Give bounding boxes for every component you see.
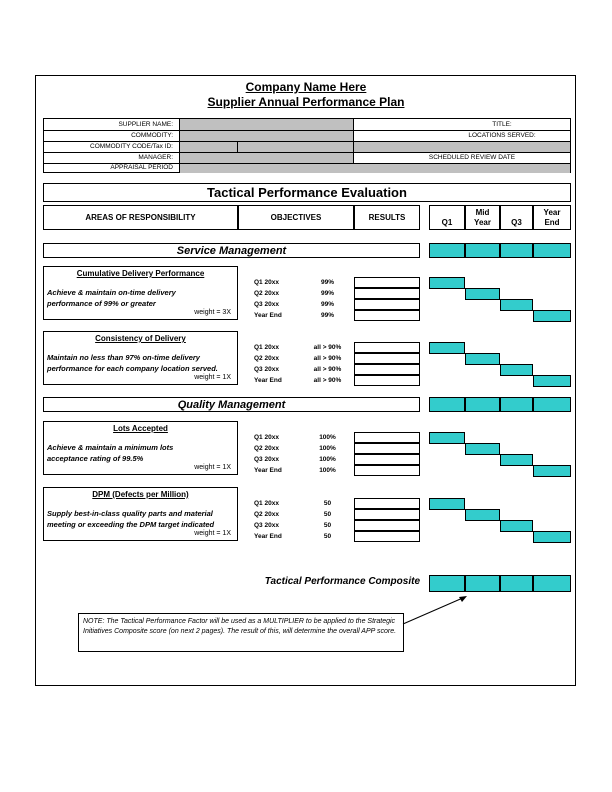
area-description-line: performance for each company location served. (47, 364, 218, 373)
area-box-lots-accepted (43, 421, 238, 475)
area-description (47, 442, 237, 464)
locations-served-label: LOCATIONS SERVED: (468, 132, 536, 139)
area-description-line: acceptance rating of 99.5% (47, 454, 144, 463)
manager-field[interactable] (180, 152, 353, 163)
plan-title: Supplier Annual Performance Plan (207, 95, 405, 109)
composite-label: Tactical Performance Composite (264, 576, 420, 587)
area-description-line: performance of 99% or greater (47, 299, 156, 308)
results-header: RESULTS (354, 205, 420, 230)
company-name: Company Name Here (245, 80, 367, 94)
result-input[interactable] (354, 520, 420, 531)
area-heading: Lots Accepted (113, 424, 168, 433)
area-description (47, 352, 237, 374)
objective-value: 99% (320, 279, 334, 286)
q3-score-cell[interactable] (500, 454, 533, 466)
year-end-score-cell[interactable] (533, 375, 571, 387)
commodity-field[interactable] (180, 130, 353, 141)
manager-label: MANAGER: (138, 154, 173, 161)
area-heading: Consistency of Delivery (95, 334, 186, 343)
objective-value: 99% (320, 290, 334, 297)
period-label: Q1 20xx (254, 500, 279, 507)
divider (44, 152, 570, 153)
area-description-line: meeting or exceeding the DPM target indicated (47, 520, 215, 529)
divider (44, 141, 570, 142)
year-end-header (533, 205, 571, 230)
quality-year-end-cell (533, 397, 571, 412)
appraisal-period-label: APPRAISAL PERIOD (110, 164, 173, 171)
objective-values (300, 498, 355, 542)
result-input[interactable] (354, 465, 420, 476)
objective-value: 99% (320, 312, 334, 319)
areas-header: AREAS OF RESPONSIBILITY (43, 205, 238, 230)
area-description-line: Supply best-in-class quality parts and material (47, 509, 213, 518)
year-end-score-cell[interactable] (533, 531, 571, 543)
service-q1-cell (429, 243, 465, 258)
area-heading: Cumulative Delivery Performance (76, 269, 205, 278)
objective-value: all > 90% (313, 344, 342, 351)
divider (179, 119, 180, 172)
result-input[interactable] (354, 531, 420, 542)
title-label: TITLE: (492, 121, 512, 128)
area-weight: weight = 1X (194, 374, 231, 381)
objective-values (300, 432, 355, 476)
objective-value: 50 (323, 500, 332, 507)
q3-score-cell[interactable] (500, 299, 533, 311)
quality-q1-cell (429, 397, 465, 412)
period-label: Q1 20xx (254, 279, 279, 286)
year-end-score-cell[interactable] (533, 465, 571, 477)
note-box: NOTE: The Tactical Performance Factor will be used as a MULTIPLIER to be applied to the Strategic Initiatives Composite score (on next 2 pages). The result of this, will determine the overall APP score. (78, 613, 404, 652)
q1-header: Q1 (429, 205, 465, 230)
quality-q3-cell (500, 397, 533, 412)
q3-score-cell[interactable] (500, 364, 533, 376)
q1-score-cell[interactable] (429, 432, 465, 444)
objective-value: 100% (319, 434, 336, 441)
service-management-section: Service Management (43, 243, 420, 258)
period-label: Q2 20xx (254, 445, 279, 452)
year-end-score-cell[interactable] (533, 310, 571, 322)
divider (353, 119, 354, 163)
objective-values (300, 277, 355, 321)
objective-value: 100% (319, 456, 336, 463)
supplier-name-field[interactable] (180, 119, 353, 130)
area-description-line: Maintain no less than 97% on-time delivery (47, 353, 200, 362)
divider (44, 163, 570, 164)
objective-value: all > 90% (313, 377, 342, 384)
period-label: Q1 20xx (254, 434, 279, 441)
area-box-delivery-performance (43, 266, 238, 320)
objective-value: 50 (323, 533, 332, 540)
q1-score-cell[interactable] (429, 342, 465, 354)
period-label: Q3 20xx (254, 456, 279, 463)
area-description-line: Achieve & maintain a minimum lots (47, 443, 174, 452)
appraisal-period-field[interactable] (180, 163, 570, 173)
period-label: Q3 20xx (254, 522, 279, 529)
result-input[interactable] (354, 364, 420, 375)
period-label: Year End (254, 533, 282, 540)
composite-q3-cell[interactable] (500, 575, 533, 592)
period-label: Year End (254, 467, 282, 474)
area-weight: weight = 1X (194, 464, 231, 471)
objective-value: 100% (319, 467, 336, 474)
scheduled-review-label: SCHEDULED REVIEW DATE (428, 154, 516, 161)
objective-values (300, 342, 355, 386)
result-input[interactable] (354, 353, 420, 364)
q3-header: Q3 (500, 205, 533, 230)
period-label: Year End (254, 377, 282, 384)
locations-served-field[interactable] (354, 141, 570, 152)
area-box-consistency-of-delivery (43, 331, 238, 385)
area-description-line: Achieve & maintain on-time delivery (47, 288, 176, 297)
tax-id-field[interactable] (238, 141, 353, 152)
mid-year-score-cell[interactable] (465, 353, 500, 365)
quality-management-section: Quality Management (43, 397, 420, 412)
area-description (47, 287, 237, 309)
result-input[interactable] (354, 454, 420, 465)
year-end-line-1: Year (543, 208, 561, 217)
area-weight: weight = 1X (194, 530, 231, 537)
service-q3-cell (500, 243, 533, 258)
objective-value: all > 90% (313, 355, 342, 362)
result-input[interactable] (354, 277, 420, 288)
objective-value: 50 (323, 511, 332, 518)
period-label: Q2 20xx (254, 511, 279, 518)
q1-score-cell[interactable] (429, 498, 465, 510)
period-label: Year End (254, 312, 282, 319)
pointer-arrow-icon (395, 590, 475, 630)
q3-score-cell[interactable] (500, 520, 533, 532)
period-label: Q3 20xx (254, 366, 279, 373)
commodity-code-label: COMMODITY CODE/Tax ID: (90, 143, 173, 150)
objectives-header: OBJECTIVES (238, 205, 354, 230)
q1-score-cell[interactable] (429, 277, 465, 289)
result-input[interactable] (354, 498, 420, 509)
objective-value: 50 (323, 522, 332, 529)
divider (44, 130, 570, 131)
composite-year-end-cell[interactable] (533, 575, 571, 592)
mid-year-line-2: Year (474, 218, 491, 227)
result-input[interactable] (354, 432, 420, 443)
period-label: Q2 20xx (254, 355, 279, 362)
objective-value: 99% (320, 301, 334, 308)
result-input[interactable] (354, 509, 420, 520)
year-end-line-2: End (544, 218, 560, 227)
result-input[interactable] (354, 310, 420, 321)
service-year-end-cell (533, 243, 571, 258)
service-mid-year-cell (465, 243, 500, 258)
objective-value: 100% (319, 445, 336, 452)
period-label: Q3 20xx (254, 301, 279, 308)
mid-year-score-cell[interactable] (465, 288, 500, 300)
commodity-code-field[interactable] (180, 141, 237, 152)
result-input[interactable] (354, 342, 420, 353)
evaluation-title: Tactical Performance Evaluation (43, 183, 571, 202)
mid-year-line-1: Mid (475, 208, 490, 217)
result-input[interactable] (354, 288, 420, 299)
area-weight: weight = 3X (194, 309, 231, 316)
result-input[interactable] (354, 375, 420, 386)
supplier-name-label: SUPPLIER NAME: (118, 121, 173, 128)
mid-year-score-cell[interactable] (465, 509, 500, 521)
objective-value: all > 90% (313, 366, 342, 373)
result-input[interactable] (354, 299, 420, 310)
commodity-label: COMMODITY: (131, 132, 173, 139)
area-heading: DPM (Defects per Million) (92, 490, 189, 499)
mid-year-score-cell[interactable] (465, 443, 500, 455)
supplier-info-table (43, 118, 571, 173)
mid-year-header (465, 205, 500, 230)
area-description (47, 508, 237, 530)
period-label: Q1 20xx (254, 344, 279, 351)
divider (237, 141, 238, 152)
quality-mid-year-cell (465, 397, 500, 412)
period-label: Q2 20xx (254, 290, 279, 297)
result-input[interactable] (354, 443, 420, 454)
area-box-dpm (43, 487, 238, 541)
